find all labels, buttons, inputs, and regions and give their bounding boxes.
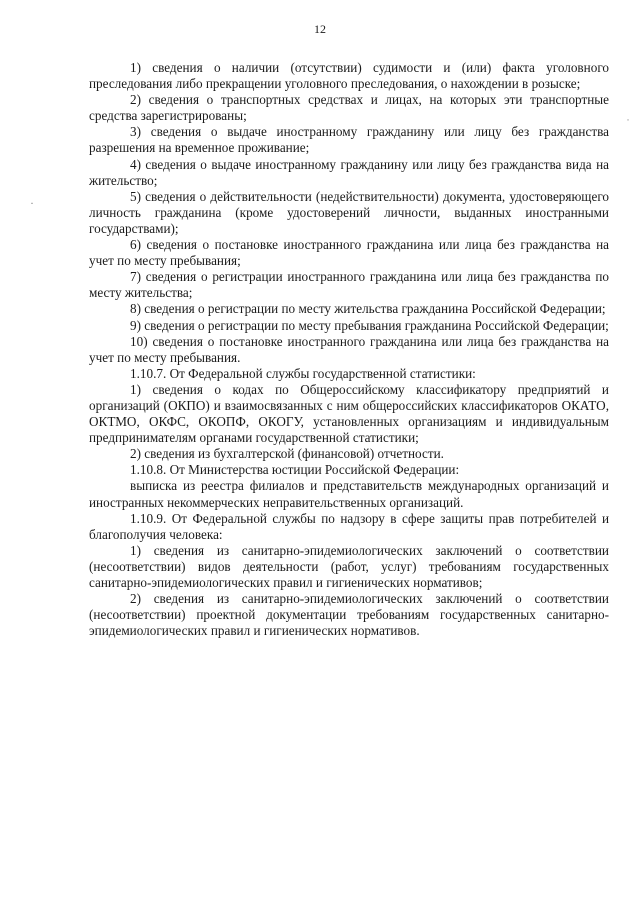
paragraph: 2) сведения о транспортных средствах и лицах, на которых эти транспортные средства зарегистрированы; (89, 92, 609, 124)
paragraph: 2) сведения из бухгалтерской (финансовой) отчетности. (130, 446, 444, 462)
scan-speck: · (30, 196, 34, 210)
page-number: 12 (314, 22, 326, 36)
paragraph: 9) сведения о регистрации по месту пребывания гражданина Российской Федерации; (130, 317, 609, 333)
paragraph: выписка из реестра филиалов и представительств международных организаций и иностранных некоммерческих неправительственных организаций. (89, 478, 609, 510)
document-body (89, 60, 609, 639)
paragraph: 5) сведения о действительности (недействительности) документа, удостоверяющего личность гражданина (кроме удостоверений личности, выданных иностранными государствами); (89, 188, 609, 236)
paragraph: 4) сведения о выдаче иностранному гражданину или лицу без гражданства вида на жительство; (89, 156, 609, 188)
section-heading: 1.10.8. От Министерства юстиции Российской Федерации: (130, 462, 460, 478)
paragraph: 3) сведения о выдаче иностранному гражданину или лицу без гражданства разрешения на временное проживание; (89, 124, 609, 156)
paragraph: 10) сведения о постановке иностранного гражданина или лица без гражданства на учет по месту пребывания. (89, 333, 609, 365)
paragraph: 2) сведения из санитарно-эпидемиологических заключений о соответствии (несоответствии) проектной документации требованиям государственных санитарно-эпидемиологических правил и гигиенических нормативов. (89, 591, 609, 639)
paragraph: 1) сведения о наличии (отсутствии) судимости и (или) факта уголовного преследования либо прекращении уголовного преследования, о нахождении в розыске; (89, 60, 609, 92)
scan-speck: ˙ (626, 116, 630, 130)
paragraph: 8) сведения о регистрации по месту жительства гражданина Российской Федерации; (130, 301, 606, 317)
section-heading: 1.10.9. От Федеральной службы по надзору в сфере защиты прав потребителей и благополучия человека: (89, 510, 609, 542)
paragraph: 7) сведения о регистрации иностранного гражданина или лица без гражданства по месту жительства; (89, 269, 609, 301)
paragraph: 1) сведения о кодах по Общероссийскому классификатору предприятий и организаций (ОКПО) и взаимосвязанных с ним общероссийских классификаторов ОКАТО, ОКТМО, ОКФС, ОКОПФ, ОКОГУ, установленных организациям и индивидуальным предпринимателям органами государственной статистики; (89, 381, 609, 446)
section-heading: 1.10.7. От Федеральной службы государственной статистики: (130, 365, 476, 381)
paragraph: 1) сведения из санитарно-эпидемиологических заключений о соответствии (несоответствии) видов деятельности (работ, услуг) требованиям государственных санитарно-эпидемиологических правил и гигиенических нормативов; (89, 542, 609, 590)
paragraph: 6) сведения о постановке иностранного гражданина или лица без гражданства на учет по месту пребывания; (89, 237, 609, 269)
